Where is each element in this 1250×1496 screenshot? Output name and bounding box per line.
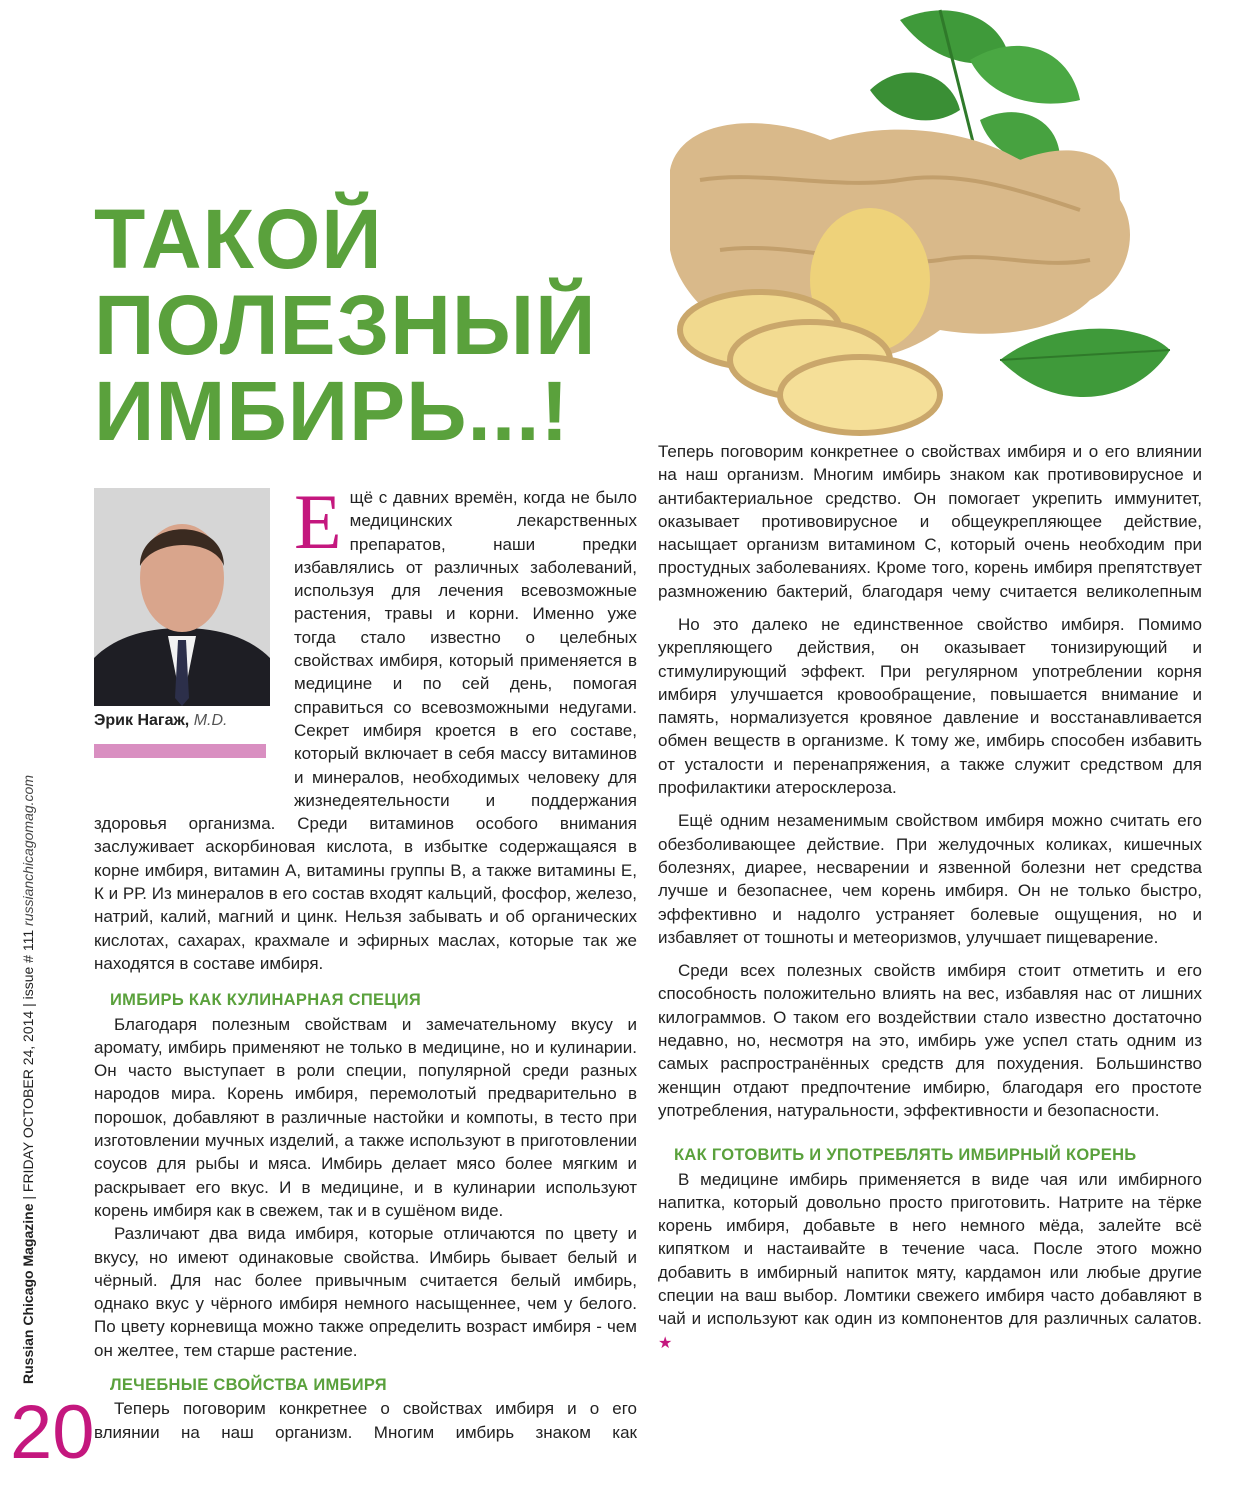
paragraph-preparation [658,1168,1202,1355]
title-line-3: ИМБИРЬ...! [94,364,570,458]
sidebar-issue-info [20,775,36,1384]
title-line-1: ТАКОЙ [94,192,383,286]
article-column-left [94,478,638,1444]
paragraph-culinary-1: Благодаря полезным свойствам и замечательному вкусу и аромату, имбирь применяют не только в медицине, но и кулинарии. Он часто выступает в роли специи, популярной среди разных народов мира. Корень имбиря, перемолотый предварительно в порошок, добавляют в различные настойки и компоты, в тесто при изготовлении мучных изделий, а также используют в приготовлении соусов для рыбы и мяса. Имбирь делает мясо более мягким и раскрывает его вкус. И в медицине, и в кулинарии используют корень имбиря как в свежем, так и в сушёном виде. [94,1014,637,1220]
article-column-right [658,442,1202,1355]
page-number: 20 [10,1390,95,1475]
paragraph-weight: Среди всех полезных свойств имбиря стоит отметить и его способность положительно влиять на вес, избавляя нас от лишних килограммов. О таком его воздействии стало известно достаточно недавно, но, несмотря на это, имбирь уже успел стать одним из самых распространённых средств для похудения. Большинство женщин отдают предпочтение имбирю, благодаря его простоте употребления, натуральности, эффективности и безопасности. [658,961,1202,1120]
paragraph-healing-continued: Теперь поговорим конкретнее о свойствах имбиря и о его влиянии на наш организм. Многим имбирь знаком как противовирусное и антибактериальное средство. Он помогает укрепить иммунитет, оказывает противовирусное и общеукрепляющее действие, насыщает организм витамином С, который очень необходим при простудных заболеваниях. Кроме того, корень имбиря препятствует размножению бактерий, благодаря чему считается великолепным [658,442,1202,601]
website: russianchicagomag.com [20,775,36,926]
paragraph-tonic: Но это далеко не единственное свойство имбиря. Помимо укрепляющего действия, он оказывает тонизирующий и стимулирующий эффект. При регулярном употреблении корня имбиря улучшается кровообращение, повышается внимание и память, нормализуется кровяное давление и восстанавливается обмен веществ в организме. К тому же, имбирь способен избавить от усталости и перенапряжения, а также служит средством для профилактики атеросклероза. [658,615,1202,798]
section-heading-culinary: ИМБИРЬ КАК КУЛИНАРНАЯ СПЕЦИЯ [110,991,422,1010]
section-heading-healing: ЛЕЧЕБНЫЕ СВОЙСТВА ИМБИРЯ [110,1375,387,1394]
article-title [94,192,614,458]
title-line-2: ПОЛЕЗНЫЙ [94,278,597,372]
section-heading-preparation: КАК ГОТОВИТЬ И УПОТРЕБЛЯТЬ ИМБИРНЫЙ КОРЕНЬ [674,1146,1137,1165]
end-mark-icon: ★ [658,1334,673,1352]
drop-cap: Е [294,478,342,565]
issue-meta: | FRIDAY OCTOBER 24, 2014 | issue # 111 [20,925,36,1204]
paragraph-culinary-2: Различают два вида имбиря, которые отличаются по цвету и вкусу, но имеют одинаковые свойства. Имбирь бывает белый и чёрный. Для нас более привычным считается белый имбирь, однако вкус у чёрного имбиря немного насыщеннее, чем у белого. По цвету корневища можно также определить возраст имбиря - чем он желтее, тем старше растение. [94,1224,637,1360]
author-title: M.D. [193,712,228,729]
ginger-illustration [640,0,1200,470]
intro-text: щё с давних времён, когда не было медицинских лекарственных препаратов, наши предки избавлялись от различных заболеваний, используя для лечения всевозможные растения, травы и корни. Именно уже тогда стало известно о целебных свойствах имбиря, который применяется в медицине и по сей день, помогая справиться со всевозможными недугами. Секрет имбиря кроется в его составе, который включает в себя массу витаминов и минералов, необходимых человеку для жизнедеятельности и поддержания здоровья организма. Среди витаминов особого внимания заслуживает аскорбиновая кислота, в избытке содержащаяся в корне имбиря, витамин А, витамины группы В, а также витамины Е, К и РР. Из минералов в его состав входят кальций, фосфор, железо, натрий, калий, магний и цинк. Нельзя забывать и об органических кислотах, сахарах, крахмале и эфирных маслах, которые так же находятся в составе имбиря. [94,488,638,973]
author-name: Эрик Нагаж, [94,712,190,729]
photo-wrap-space [94,486,294,812]
paragraph-healing-intro: Теперь поговорим конкретнее о свойствах имбиря и о его влиянии на наш организм. Многим имбирь знаком как [94,1399,637,1442]
paragraph-analgesic: Ещё одним незаменимым свойством имбиря можно считать его обезболивающее действие. При желудочных коликах, кишечных болезнях, диарее, несварении и язвенной болезни нет средства лучше и безопаснее, чем корень имбиря. Он не только быстро, эффективно и надолго устраняет болевые ощущения, но и избавляет от тошноты и метеоризмов, улучшает пищеварение. [658,811,1202,947]
magazine-name: Russian Chicago Magazine [20,1203,36,1384]
preparation-text: В медицине имбирь применяется в виде чая или имбирного напитка, который довольно просто приготовить. Натрите на тёрке корень имбиря, добавьте в него немного мёда, залейте всё кипятком и настаивайте в течение часа. После этого можно добавить в имбирный напиток мяту, кардамон или любые другие специи на ваш выбор. Ломтики свежего имбиря часто добавляют в чай и используют как один из компонентов для различных салатов. [658,1169,1202,1329]
